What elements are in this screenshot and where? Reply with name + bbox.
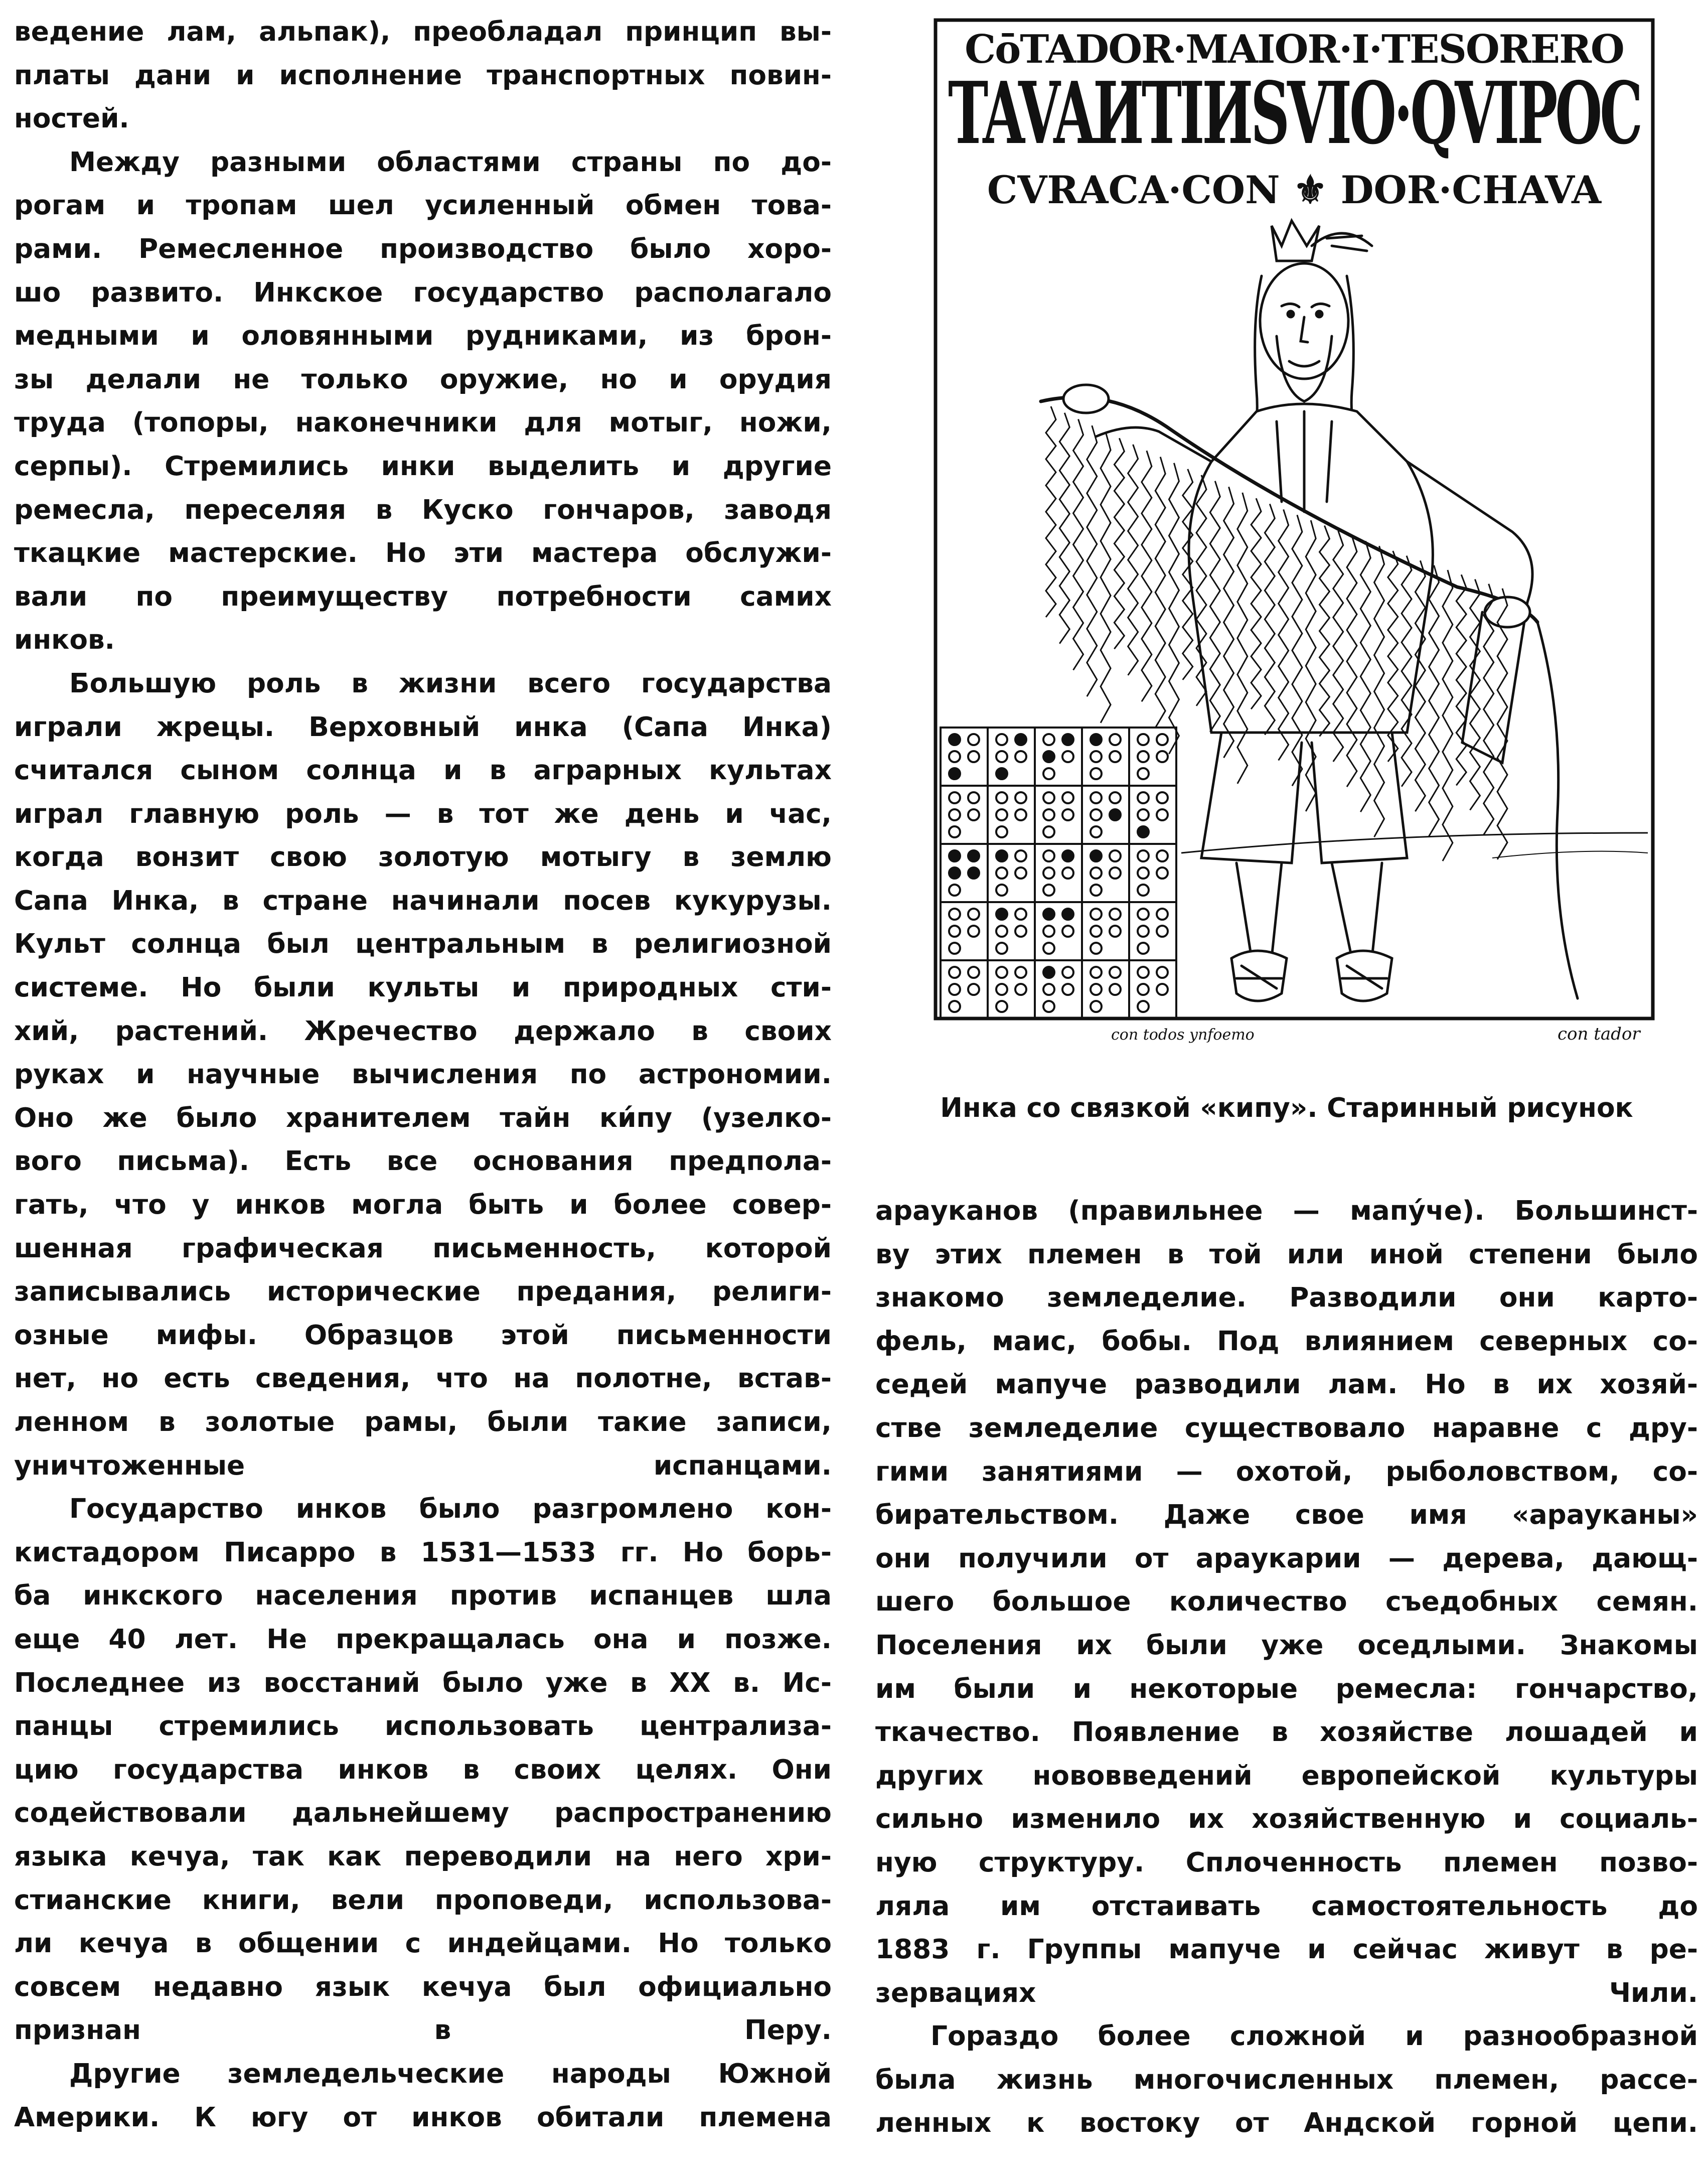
- bead: [996, 1001, 1007, 1012]
- text-line: уничтоженные испанцами.: [14, 1449, 832, 1481]
- bead: [996, 885, 1007, 896]
- text-line: других нововведений европейской культуры: [875, 1760, 1698, 1791]
- text-line: была жизнь многочисленных племен, рассе-: [875, 2064, 1698, 2095]
- text-line: стве земледелие существовало наравне с дру-: [875, 1412, 1698, 1443]
- text-line: нет, но есть сведения, что на полотне, встав-: [14, 1363, 832, 1394]
- bead: [968, 734, 979, 745]
- bead: [1091, 943, 1102, 954]
- bead: [968, 909, 979, 920]
- text-line: рами. Ремесленное производство было хоро-: [14, 233, 832, 264]
- bead: [1043, 734, 1054, 745]
- text-line: рогам и тропам шел усиленный обмен това-: [14, 190, 832, 221]
- paragraph: [875, 2014, 1698, 2145]
- text-line: кистадором Писарро в 1531—1533 гг. Но борь-: [14, 1536, 832, 1568]
- bead: [949, 792, 960, 803]
- text-line: Последнее из восстаний было уже в XX в. Ис-: [14, 1667, 832, 1698]
- text-line: [14, 2096, 832, 2139]
- bead: [1043, 809, 1054, 820]
- paragraph: [14, 140, 832, 662]
- bead: [1062, 984, 1073, 995]
- bead: [996, 734, 1007, 745]
- bead: [1091, 967, 1102, 978]
- kipu-string: [1059, 413, 1069, 644]
- text-line: сильно изменило их хозяйственную и социаль-: [875, 1803, 1698, 1835]
- bead: [1138, 967, 1149, 978]
- text-line: записывались исторические предания, религи-: [14, 1276, 832, 1308]
- bead: [1043, 943, 1054, 954]
- bead: [996, 943, 1007, 954]
- bead: [949, 826, 960, 837]
- paragraph: [14, 662, 832, 1487]
- bead: [1091, 768, 1102, 779]
- text-line: ляла им отстаивать самостоятельность до: [875, 1890, 1698, 1922]
- bead: [996, 984, 1007, 995]
- bead: [1091, 809, 1102, 820]
- kipu-string: [1429, 565, 1439, 836]
- banner-line-3: CVRACA·CON ⚜ DOR·CHAVA: [987, 168, 1602, 212]
- bead: [1015, 734, 1026, 745]
- bead: [1015, 809, 1026, 820]
- bead: [949, 809, 960, 820]
- text-line: языка кечуа, так как переводили на него хри-: [14, 1840, 832, 1872]
- bead: [1138, 792, 1149, 803]
- section-heading-end: Америки.: [14, 2101, 160, 2133]
- bead: [1138, 943, 1149, 954]
- bead: [1015, 751, 1026, 762]
- bead: [949, 751, 960, 762]
- bead: [1138, 909, 1149, 920]
- bead: [949, 885, 960, 896]
- text-line: считался сыном солнца и в аграрных культах: [14, 755, 832, 786]
- bead: [968, 984, 979, 995]
- text-line: ву этих племен в той или иной степени было: [875, 1238, 1698, 1270]
- inca-figure: [1041, 221, 1578, 1001]
- right-column: [875, 1189, 1698, 2145]
- text-line: Большую роль в жизни всего государства: [69, 667, 832, 699]
- bead: [1138, 926, 1149, 937]
- bead: [1138, 768, 1149, 779]
- handwriting-left: con todos ynfoemo: [1111, 1026, 1255, 1044]
- bead: [1157, 734, 1168, 745]
- bead: [949, 734, 960, 745]
- bead: [1015, 967, 1026, 978]
- text-line: фель, маис, бобы. Под влиянием северных со-: [875, 1325, 1698, 1357]
- counting-board-beads: [949, 734, 1168, 1012]
- bead: [949, 850, 960, 861]
- kipu-string: [1155, 457, 1165, 728]
- bead: [968, 850, 979, 861]
- text-line: ведение лам, альпак), преобладал принцип вы-: [14, 16, 832, 47]
- text-line: Гораздо более сложной и разнообразной: [930, 2020, 1698, 2052]
- bead: [1043, 909, 1054, 920]
- bead: [1015, 792, 1026, 803]
- bead: [1091, 751, 1102, 762]
- bead: [996, 909, 1007, 920]
- kipu-string: [1087, 425, 1097, 696]
- text-line: труда (топоры, наконечники для мотыг, ножи,: [14, 407, 832, 439]
- bead: [1157, 909, 1168, 920]
- bead: [1138, 885, 1149, 896]
- bead: [949, 867, 960, 879]
- paragraph: [14, 2052, 832, 2139]
- bead: [1091, 1001, 1102, 1012]
- bead: [1091, 926, 1102, 937]
- bead: [1138, 809, 1149, 820]
- bead: [1062, 967, 1073, 978]
- bead: [1157, 967, 1168, 978]
- bead: [1110, 926, 1121, 937]
- bead: [1062, 926, 1073, 937]
- handwriting-right: con tador: [1558, 1024, 1640, 1044]
- bead: [1091, 885, 1102, 896]
- text-line: ремесла, переселяя в Куско гончаров, заводя: [14, 494, 832, 525]
- text-line: хий, растений. Жречество держало в своих: [14, 1015, 832, 1047]
- section-heading: Другие земледельческие народы Южной: [69, 2058, 832, 2089]
- bead: [996, 967, 1007, 978]
- bead: [1138, 751, 1149, 762]
- bead: [1138, 734, 1149, 745]
- bead: [1138, 850, 1149, 861]
- text-line: совсем недавно язык кечуа был официально: [14, 1971, 832, 2002]
- text-line: гать, что у инков могла быть и более совер-: [14, 1189, 832, 1221]
- bead: [1015, 867, 1026, 879]
- text-fragment: К югу от инков обитали племена: [194, 2101, 832, 2133]
- bead: [1110, 909, 1121, 920]
- text-line: ленных к востоку от Андской горной цепи.: [875, 2107, 1698, 2139]
- text-line: Между разными областями страны по до-: [69, 146, 832, 178]
- bead: [1062, 867, 1073, 879]
- bead: [1091, 850, 1102, 861]
- text-line: Государство инков было разгромлено кон-: [69, 1493, 832, 1525]
- paragraph: [14, 10, 832, 140]
- bead: [996, 751, 1007, 762]
- bead: [1015, 909, 1026, 920]
- bead: [949, 768, 960, 779]
- text-line: цию государства инков в своих целях. Они: [14, 1754, 832, 1785]
- text-line: ную структуру. Сплоченность племен позво-: [875, 1846, 1698, 1878]
- text-line: инков.: [14, 624, 115, 656]
- bead: [1110, 867, 1121, 879]
- text-line: содействовали дальнейшему распространению: [14, 1797, 832, 1829]
- text-line: они получили от араукарии — дерева, дающ-: [875, 1542, 1698, 1574]
- bead: [996, 809, 1007, 820]
- kipu-string: [1114, 438, 1124, 649]
- text-line: стианские книги, вели проповеди, использова-: [14, 1884, 832, 1916]
- bead: [1015, 984, 1026, 995]
- bead: [949, 967, 960, 978]
- bead: [996, 867, 1007, 879]
- text-line: зы делали не только оружие, но и орудия: [14, 363, 832, 395]
- bead: [1043, 926, 1054, 937]
- bead: [1043, 768, 1054, 779]
- bead: [1157, 850, 1168, 861]
- bead: [1138, 984, 1149, 995]
- bead: [968, 867, 979, 879]
- text-line: вали по преимуществу потребности самих: [14, 580, 832, 612]
- bead: [1043, 1001, 1054, 1012]
- paragraph: [875, 1189, 1698, 2014]
- text-line: Сапа Инка, в стране начинали посев кукурузы.: [14, 885, 832, 916]
- bead: [996, 926, 1007, 937]
- bead: [996, 850, 1007, 861]
- text-line: Оно же было хранителем тайн ки́пу (узелко-: [14, 1102, 832, 1133]
- bead: [968, 926, 979, 937]
- text-line: шенная графическая письменность, которой: [14, 1232, 832, 1264]
- section-heading-line: [14, 2052, 832, 2096]
- text-line: ли кечуа в общении с индейцами. Но только: [14, 1928, 832, 1959]
- bead: [1062, 751, 1073, 762]
- figure-caption: Инка со связкой «кипу». Старинный рисунок: [940, 1092, 1633, 1123]
- bead: [1157, 867, 1168, 879]
- bead: [1043, 867, 1054, 879]
- text-line: ткачество. Появление в хозяйстве лошадей и: [875, 1716, 1698, 1748]
- bead: [1062, 809, 1073, 820]
- text-line: Культ солнца был центральным в религиозной: [14, 928, 832, 960]
- bead: [949, 1001, 960, 1012]
- bead: [1062, 792, 1073, 803]
- bead: [1157, 792, 1168, 803]
- bead: [949, 926, 960, 937]
- text-line: ленном в золотые рамы, были такие записи,: [14, 1406, 832, 1437]
- text-line: играл главную роль — в тот же день и час,: [14, 798, 832, 829]
- illustration-drawing: [930, 10, 1663, 1049]
- kipu-string: [1169, 463, 1179, 754]
- text-line: медными и оловянными рудниками, из брон-: [14, 320, 832, 352]
- bead: [949, 909, 960, 920]
- bead: [1043, 967, 1054, 978]
- bead: [1043, 885, 1054, 896]
- banner-line-1: CōTADOR·MAIOR·I·TESORERO: [965, 27, 1624, 72]
- text-line: платы дани и исполнение транспортных повин-: [14, 59, 832, 91]
- bead: [1110, 792, 1121, 803]
- kipu-string: [1046, 406, 1056, 617]
- bead: [996, 792, 1007, 803]
- kipu-illustration: [930, 10, 1663, 1049]
- kipu-string: [1073, 419, 1083, 670]
- bead: [1157, 809, 1168, 820]
- text-line: шего большое количество съедобных семян.: [875, 1586, 1698, 1618]
- bead: [1043, 826, 1054, 837]
- text-line: вого письма). Есть все основания предпола-: [14, 1145, 832, 1177]
- bead: [996, 826, 1007, 837]
- bead: [1043, 850, 1054, 861]
- bead: [968, 809, 979, 820]
- text-line: признан в Перу.: [14, 2014, 832, 2046]
- kipu-string: [1101, 432, 1111, 723]
- bead: [1043, 984, 1054, 995]
- bead: [1110, 850, 1121, 861]
- bead: [1015, 926, 1026, 937]
- text-line: когда вонзит свою золотую мотыгу в землю: [14, 841, 832, 873]
- bead: [1043, 792, 1054, 803]
- bead: [1091, 826, 1102, 837]
- bead: [1110, 751, 1121, 762]
- text-line: озные мифы. Образцов этой письменности: [14, 1319, 832, 1351]
- text-line: еще 40 лет. Не прекращалась она и позже.: [14, 1623, 832, 1655]
- bead: [968, 751, 979, 762]
- bead: [1138, 867, 1149, 879]
- bead: [1138, 1001, 1149, 1012]
- bead: [1110, 734, 1121, 745]
- bead: [1157, 926, 1168, 937]
- bead: [1110, 967, 1121, 978]
- kipu-string: [1470, 579, 1480, 810]
- kipu-string: [1497, 589, 1507, 859]
- kipu-string: [1443, 570, 1453, 861]
- bead: [968, 967, 979, 978]
- text-line: руках и научные вычисления по астрономии.: [14, 1059, 832, 1090]
- bead: [1091, 734, 1102, 745]
- paragraph: [14, 1487, 832, 2052]
- banner-line-2: TAVAИTIИSVIO·QVIPOC: [948, 63, 1640, 164]
- bead: [1091, 984, 1102, 995]
- bead: [1062, 734, 1073, 745]
- bead: [1091, 909, 1102, 920]
- bead: [1091, 792, 1102, 803]
- text-line: серпы). Стремились инки выделить и другие: [14, 450, 832, 482]
- text-line: седей мапуче разводили лам. Но в их хозяй-: [875, 1369, 1698, 1400]
- bead: [1062, 909, 1073, 920]
- text-line: знакомо земледелие. Разводили они карто-: [875, 1282, 1698, 1314]
- kipu-string: [1128, 445, 1138, 675]
- bead: [949, 943, 960, 954]
- text-line: шо развито. Инкское государство располагало: [14, 276, 832, 308]
- text-line: ба инкского населения против испанцев шла: [14, 1580, 832, 1612]
- bead: [968, 792, 979, 803]
- kipu-string: [1456, 574, 1466, 785]
- bead: [1138, 826, 1149, 837]
- text-line: 1883 г. Группы мапуче и сейчас живут в ре-: [875, 1934, 1698, 1965]
- bead: [1062, 850, 1073, 861]
- text-line: играли жрецы. Верховный инка (Сапа Инка): [14, 711, 832, 743]
- text-line: арауканов (правильнее — мапу́че). Большинст-: [875, 1195, 1698, 1226]
- text-line: ткацкие мастерские. Но эти мастера обслужи-: [14, 537, 832, 569]
- bead: [1015, 850, 1026, 861]
- text-line: панцы стремились использовать централиза-: [14, 1710, 832, 1742]
- bead: [996, 768, 1007, 779]
- bead: [1091, 867, 1102, 879]
- bead: [1110, 984, 1121, 995]
- left-column: [14, 10, 832, 2139]
- text-line: гими занятиями — охотой, рыболовством, со-: [875, 1456, 1698, 1487]
- text-line: ностей.: [14, 103, 129, 134]
- text-line: им были и некоторые ремесла: гончарство,: [875, 1673, 1698, 1704]
- text-line: системе. Но были культы и природных сти-: [14, 972, 832, 1003]
- bead: [949, 984, 960, 995]
- bead: [1157, 751, 1168, 762]
- text-line: зервациях Чили.: [875, 1977, 1698, 2008]
- text-line: бирательством. Даже свое имя «арауканы»: [875, 1499, 1698, 1531]
- text-line: Поселения их были уже оседлыми. Знакомы: [875, 1629, 1698, 1661]
- bead: [1110, 809, 1121, 820]
- bead: [1157, 984, 1168, 995]
- kipu-string: [1142, 451, 1152, 701]
- bead: [1043, 751, 1054, 762]
